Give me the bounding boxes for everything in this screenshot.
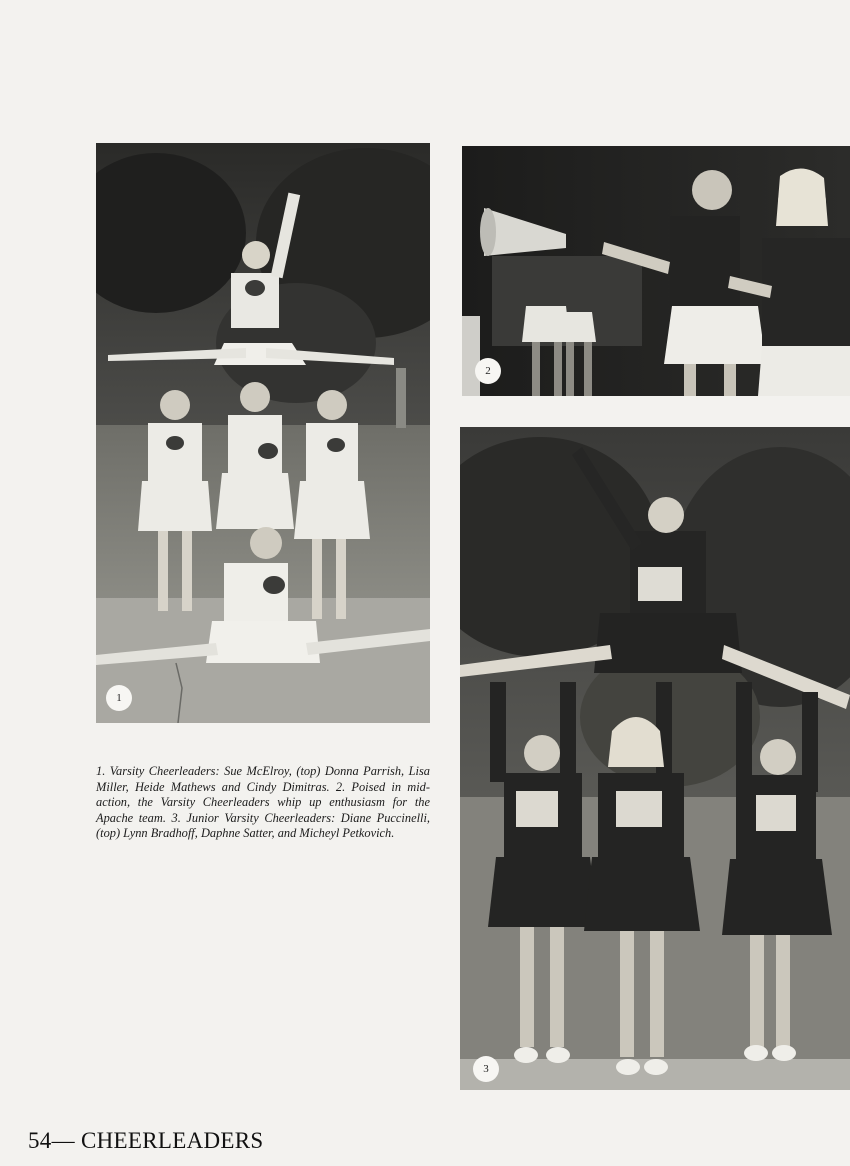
photo-junior-varsity [460, 427, 850, 1090]
photo-number-badge: 3 [473, 1056, 499, 1082]
photo-varsity-pyramid-image [96, 143, 430, 723]
page-folio [28, 1128, 263, 1154]
photo-junior-varsity-image [460, 427, 850, 1090]
photo-varsity-pyramid [96, 143, 430, 723]
photo-varsity-mid-action [462, 146, 850, 396]
page-number: 54 [28, 1128, 52, 1153]
photo-caption: 1. Varsity Cheerleaders: Sue McElroy, (top) Donna Parrish, Lisa Miller, Heide Mathews and Cindy Dimitras. 2. Poised in mid-action, the Varsity Cheerleaders whip up enthusiasm for the Apache team. 3. Junior Varsity Cheerleaders: Diane Puccinelli, (top) Lynn Bradhoff, Daphne Satter, and Micheyl Petkovich. [96, 764, 430, 841]
folio-separator: — [51, 1128, 75, 1153]
photo-number-badge: 2 [475, 358, 501, 384]
photo-varsity-mid-action-image [462, 146, 850, 396]
photo-number-badge: 1 [106, 685, 132, 711]
section-title: CHEERLEADERS [80, 1128, 264, 1153]
